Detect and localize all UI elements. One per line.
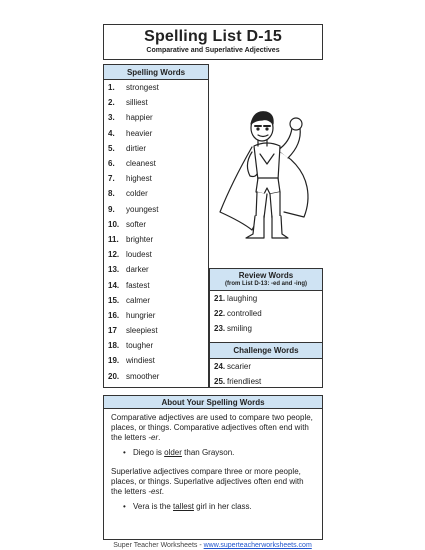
word-number: 11. (108, 234, 119, 244)
superhero-illustration (212, 92, 322, 252)
example1-end: than Grayson. (181, 448, 235, 457)
word-row (104, 353, 208, 368)
word-row (104, 247, 208, 262)
review-words-box (209, 268, 323, 388)
review-words-list (210, 291, 322, 337)
word-number: 2. (108, 98, 115, 108)
word-row (104, 369, 208, 384)
word-text: sleepiest (126, 326, 158, 336)
word-text: laughing (227, 294, 258, 304)
superlative-text: Superlative adjectives compare three or more people, places, or things. Superlative adjectives often end with the letters (111, 467, 304, 496)
word-text: loudest (126, 250, 152, 260)
word-row (104, 171, 208, 186)
superlative-example-text (133, 502, 252, 512)
page-title: Spelling List D-15 (144, 28, 282, 45)
footer-link[interactable]: www.superteacherworksheets.com (203, 542, 312, 549)
word-row (104, 232, 208, 247)
comparative-example (111, 448, 315, 458)
word-text: scarier (227, 361, 252, 371)
word-text: brighter (126, 234, 154, 244)
word-number: 1. (108, 83, 115, 93)
word-text: friendliest (227, 376, 262, 386)
word-number: 23. (214, 324, 226, 334)
word-number: 13. (108, 265, 120, 275)
word-number: 4. (108, 128, 115, 138)
word-text: heavier (126, 128, 153, 138)
word-number: 3. (108, 113, 115, 123)
example2-end: girl in her class. (193, 502, 252, 511)
word-number: 5. (108, 143, 115, 153)
title-box (103, 24, 323, 60)
word-number: 21. (214, 294, 226, 304)
bullet-icon: • (123, 448, 126, 457)
word-number: 22. (214, 309, 226, 319)
comparative-paragraph (111, 413, 315, 443)
word-text: smiling (227, 324, 252, 334)
example1-start: Diego is (133, 448, 165, 457)
word-number: 9. (108, 204, 115, 214)
word-number: 17 (108, 326, 117, 336)
word-row (104, 186, 208, 201)
word-number: 10. (108, 219, 120, 229)
superlative-example (111, 502, 315, 512)
word-number: 14. (108, 280, 120, 290)
word-number: 12. (108, 250, 120, 260)
word-row (210, 359, 322, 374)
superlative-end: . (161, 487, 164, 496)
word-row (104, 126, 208, 141)
word-row (104, 293, 208, 308)
word-row (104, 141, 208, 156)
word-text: silliest (126, 98, 148, 108)
word-text: darker (126, 265, 149, 275)
about-heading: About Your Spelling Words (104, 396, 322, 409)
word-text: colder (126, 189, 148, 199)
word-row (104, 110, 208, 125)
word-text: windiest (126, 356, 155, 366)
comparative-text: Comparative adjectives are used to compare two people, places, or things. Comparative adjectives often end with the letters (111, 413, 313, 442)
word-number: 15. (108, 295, 120, 305)
word-row (104, 217, 208, 232)
spelling-words-heading: Spelling Words (104, 65, 208, 80)
spelling-words-list (104, 80, 208, 384)
footer (0, 542, 425, 550)
word-row (210, 374, 322, 389)
word-row (104, 323, 208, 338)
challenge-words-list (210, 359, 322, 389)
word-text: fastest (126, 280, 150, 290)
word-number: 20. (108, 371, 120, 381)
word-text: dirtier (126, 143, 147, 153)
word-text: happier (126, 113, 153, 123)
example2-start: Vera is the (133, 502, 174, 511)
word-row (104, 308, 208, 323)
superlative-paragraph (111, 467, 315, 497)
word-row (104, 338, 208, 353)
word-row (104, 80, 208, 95)
word-text: cleanest (126, 159, 156, 169)
word-text: youngest (126, 204, 159, 214)
word-text: calmer (126, 295, 151, 305)
page-subtitle: Comparative and Superlative Adjectives (146, 47, 280, 54)
word-number: 8. (108, 189, 115, 199)
word-number: 24. (214, 361, 226, 371)
word-text: strongest (126, 83, 159, 93)
superlative-suffix: -est (148, 487, 162, 496)
review-words-heading: Review Words (238, 271, 294, 280)
review-words-header (210, 269, 322, 291)
word-number: 18. (108, 341, 120, 351)
word-row (104, 156, 208, 171)
bullet-icon: • (123, 502, 126, 511)
word-row (210, 306, 322, 321)
example2-underlined: tallest (173, 502, 194, 511)
word-text: controlled (227, 309, 262, 319)
comparative-suffix: -er (148, 433, 159, 442)
word-number: 25. (214, 376, 226, 386)
word-number: 7. (108, 174, 115, 184)
footer-text: Super Teacher Worksheets - (113, 542, 204, 549)
word-row (104, 262, 208, 277)
word-row (104, 202, 208, 217)
word-row (104, 277, 208, 292)
example1-underlined: older (164, 448, 182, 457)
word-text: tougher (126, 341, 154, 351)
challenge-words-heading: Challenge Words (210, 342, 322, 359)
word-row (104, 95, 208, 110)
word-number: 6. (108, 159, 115, 169)
comparative-end: . (158, 433, 161, 442)
word-text: highest (126, 174, 152, 184)
comparative-example-text (133, 448, 234, 458)
word-row (210, 321, 322, 336)
word-text: smoother (126, 371, 160, 381)
word-row (210, 291, 322, 306)
word-text: softer (126, 219, 147, 229)
spelling-words-box (103, 64, 209, 388)
word-number: 16. (108, 310, 120, 320)
about-body (104, 409, 322, 512)
word-number: 19. (108, 356, 120, 366)
about-box (103, 395, 323, 540)
review-words-subheading: (from List D-13: -ed and -ing) (225, 281, 307, 287)
word-text: hungrier (126, 310, 156, 320)
